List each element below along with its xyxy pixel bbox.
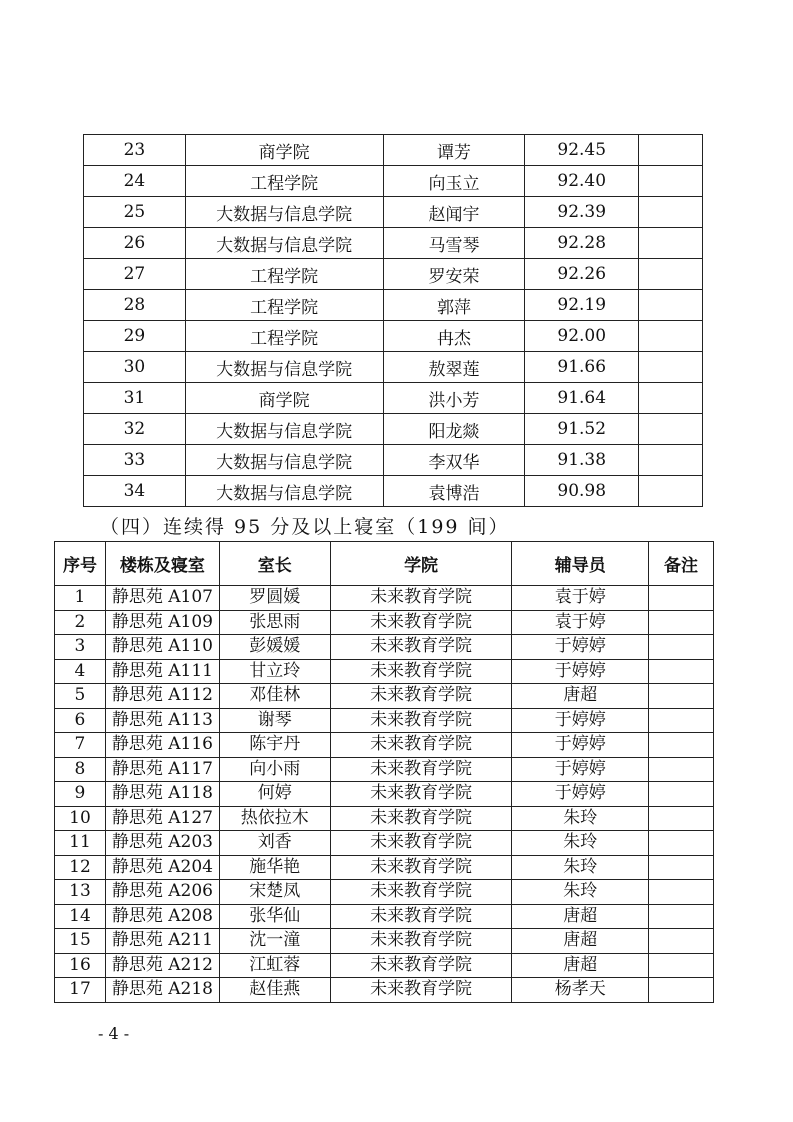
table-row	[84, 135, 703, 166]
table-cell	[639, 135, 703, 166]
table-cell: 未来教育学院	[330, 806, 512, 831]
table-cell: 9	[55, 782, 106, 807]
table-row	[84, 228, 703, 259]
table-cell: 商学院	[185, 135, 383, 166]
table-cell: 大数据与信息学院	[185, 228, 383, 259]
table-cell: 工程学院	[185, 259, 383, 290]
table-cell: 12	[55, 855, 106, 880]
table-cell: 32	[84, 414, 186, 445]
table-row	[55, 904, 714, 929]
table-cell: 马雪琴	[383, 228, 525, 259]
table-cell: 热依拉木	[219, 806, 330, 831]
table-cell: 29	[84, 321, 186, 352]
table-cell: 袁博浩	[383, 476, 525, 507]
table-cell: 赵闻宇	[383, 197, 525, 228]
table-cell: 唐超	[512, 953, 649, 978]
table-cell	[639, 414, 703, 445]
table-cell: 静思苑 A109	[105, 610, 219, 635]
table-row	[55, 586, 714, 611]
table-cell	[649, 659, 714, 684]
table-row	[55, 953, 714, 978]
header-college: 学院	[330, 542, 512, 586]
table-cell	[649, 782, 714, 807]
table-cell: 于婷婷	[512, 782, 649, 807]
table-cell: 未来教育学院	[330, 880, 512, 905]
table-cell: 15	[55, 929, 106, 954]
table-cell: 大数据与信息学院	[185, 414, 383, 445]
table-row	[84, 166, 703, 197]
table-cell	[649, 855, 714, 880]
table-cell	[649, 880, 714, 905]
header-room-leader: 室长	[219, 542, 330, 586]
table-row	[84, 383, 703, 414]
table-row	[84, 321, 703, 352]
table-cell: 27	[84, 259, 186, 290]
table-cell: 何婷	[219, 782, 330, 807]
table-cell	[639, 321, 703, 352]
table-row	[55, 659, 714, 684]
table-cell: 于婷婷	[512, 659, 649, 684]
table-cell: 16	[55, 953, 106, 978]
table-cell: 未来教育学院	[330, 904, 512, 929]
table-cell: 未来教育学院	[330, 929, 512, 954]
table-cell: 33	[84, 445, 186, 476]
table-cell: 92.00	[525, 321, 639, 352]
table-cell: 24	[84, 166, 186, 197]
table-cell: 朱玲	[512, 831, 649, 856]
table-cell: 未来教育学院	[330, 978, 512, 1003]
table-row	[55, 978, 714, 1003]
table-cell	[649, 684, 714, 709]
table-cell	[639, 352, 703, 383]
table-cell: 谢琴	[219, 708, 330, 733]
table-cell	[639, 290, 703, 321]
table-cell: 大数据与信息学院	[185, 197, 383, 228]
table-cell	[639, 228, 703, 259]
table-cell: 郭萍	[383, 290, 525, 321]
table-cell: 4	[55, 659, 106, 684]
table-cell: 静思苑 A218	[105, 978, 219, 1003]
table-cell: 袁于婷	[512, 610, 649, 635]
table-cell: 未来教育学院	[330, 684, 512, 709]
table-cell: 11	[55, 831, 106, 856]
table-cell: 92.40	[525, 166, 639, 197]
table-cell: 静思苑 A107	[105, 586, 219, 611]
table-cell	[649, 904, 714, 929]
table-cell: 2	[55, 610, 106, 635]
table-header-row	[55, 542, 714, 586]
table-cell: 未来教育学院	[330, 610, 512, 635]
table-cell: 于婷婷	[512, 733, 649, 758]
table-cell: 7	[55, 733, 106, 758]
table-row	[84, 476, 703, 507]
table-cell	[649, 635, 714, 660]
table-row	[84, 197, 703, 228]
table-cell: 未来教育学院	[330, 586, 512, 611]
table-cell: 向玉立	[383, 166, 525, 197]
table-cell: 静思苑 A212	[105, 953, 219, 978]
table-cell	[649, 708, 714, 733]
score-table-continued	[83, 134, 703, 507]
table-cell	[649, 953, 714, 978]
table-cell: 张思雨	[219, 610, 330, 635]
table-cell: 宋楚凤	[219, 880, 330, 905]
table-cell: 静思苑 A117	[105, 757, 219, 782]
table-cell	[639, 383, 703, 414]
table-cell: 17	[55, 978, 106, 1003]
table-row	[84, 290, 703, 321]
table-cell: 江虹蓉	[219, 953, 330, 978]
table-cell: 静思苑 A127	[105, 806, 219, 831]
table-cell	[639, 476, 703, 507]
table-cell: 34	[84, 476, 186, 507]
header-building-room: 楼栋及寝室	[105, 542, 219, 586]
table-cell: 静思苑 A118	[105, 782, 219, 807]
table-cell: 袁于婷	[512, 586, 649, 611]
table-cell	[649, 978, 714, 1003]
table-cell: 静思苑 A206	[105, 880, 219, 905]
table-cell	[649, 610, 714, 635]
table-row	[84, 445, 703, 476]
table-cell: 大数据与信息学院	[185, 476, 383, 507]
page-number: - 4 -	[98, 1024, 130, 1043]
table-cell: 冉杰	[383, 321, 525, 352]
table-cell: 洪小芳	[383, 383, 525, 414]
table-cell: 6	[55, 708, 106, 733]
table-cell: 31	[84, 383, 186, 414]
table-cell: 3	[55, 635, 106, 660]
table-cell	[649, 757, 714, 782]
table-cell: 唐超	[512, 904, 649, 929]
table-cell: 赵佳燕	[219, 978, 330, 1003]
table-cell: 阳龙燚	[383, 414, 525, 445]
table-cell: 92.26	[525, 259, 639, 290]
table-cell: 静思苑 A208	[105, 904, 219, 929]
table-cell	[649, 586, 714, 611]
table-cell: 未来教育学院	[330, 733, 512, 758]
table-cell: 91.66	[525, 352, 639, 383]
table-cell: 91.38	[525, 445, 639, 476]
table-cell: 静思苑 A112	[105, 684, 219, 709]
table-row	[55, 635, 714, 660]
table-cell: 张华仙	[219, 904, 330, 929]
table-cell: 陈宇丹	[219, 733, 330, 758]
table-cell: 静思苑 A110	[105, 635, 219, 660]
table-cell: 92.28	[525, 228, 639, 259]
table-cell	[639, 445, 703, 476]
table-cell: 91.52	[525, 414, 639, 445]
table-cell: 91.64	[525, 383, 639, 414]
table-cell: 大数据与信息学院	[185, 445, 383, 476]
table-cell: 工程学院	[185, 290, 383, 321]
table-cell: 30	[84, 352, 186, 383]
table-cell: 工程学院	[185, 321, 383, 352]
table-cell: 于婷婷	[512, 635, 649, 660]
table-cell: 工程学院	[185, 166, 383, 197]
table-cell: 刘香	[219, 831, 330, 856]
table-cell	[649, 831, 714, 856]
table-cell: 28	[84, 290, 186, 321]
table-cell: 92.45	[525, 135, 639, 166]
table-cell: 13	[55, 880, 106, 905]
table-cell: 沈一潼	[219, 929, 330, 954]
table-cell: 李双华	[383, 445, 525, 476]
table-cell: 92.19	[525, 290, 639, 321]
table-row	[55, 708, 714, 733]
table-row	[55, 757, 714, 782]
table-cell: 大数据与信息学院	[185, 352, 383, 383]
header-remarks: 备注	[649, 542, 714, 586]
table-cell: 于婷婷	[512, 708, 649, 733]
table-cell	[649, 806, 714, 831]
table-cell: 8	[55, 757, 106, 782]
table-cell: 25	[84, 197, 186, 228]
table-row	[84, 352, 703, 383]
table-cell: 1	[55, 586, 106, 611]
table-row	[55, 880, 714, 905]
table-cell: 未来教育学院	[330, 635, 512, 660]
table-cell: 施华艳	[219, 855, 330, 880]
table-cell: 未来教育学院	[330, 831, 512, 856]
table-cell: 杨孝天	[512, 978, 649, 1003]
table-cell: 10	[55, 806, 106, 831]
table-row	[55, 855, 714, 880]
table-cell: 朱玲	[512, 806, 649, 831]
table-row	[84, 259, 703, 290]
table-cell: 彭媛媛	[219, 635, 330, 660]
table-cell: 未来教育学院	[330, 708, 512, 733]
table-cell: 唐超	[512, 684, 649, 709]
table-cell: 92.39	[525, 197, 639, 228]
table-cell: 未来教育学院	[330, 782, 512, 807]
table-cell: 静思苑 A116	[105, 733, 219, 758]
table-row	[55, 733, 714, 758]
table-cell: 未来教育学院	[330, 757, 512, 782]
table-cell: 未来教育学院	[330, 953, 512, 978]
table-cell: 26	[84, 228, 186, 259]
table-cell: 14	[55, 904, 106, 929]
header-index: 序号	[55, 542, 106, 586]
table-cell: 90.98	[525, 476, 639, 507]
table-cell: 唐超	[512, 929, 649, 954]
dormitory-table	[54, 541, 714, 1003]
header-counselor: 辅导员	[512, 542, 649, 586]
table-cell: 静思苑 A204	[105, 855, 219, 880]
table-cell	[649, 929, 714, 954]
table-cell	[649, 733, 714, 758]
table-cell	[639, 166, 703, 197]
table-row	[55, 806, 714, 831]
table-cell: 罗安荣	[383, 259, 525, 290]
table-cell: 静思苑 A113	[105, 708, 219, 733]
table-cell: 5	[55, 684, 106, 709]
table-row	[84, 414, 703, 445]
table-cell: 商学院	[185, 383, 383, 414]
table-cell: 甘立玲	[219, 659, 330, 684]
table-cell: 向小雨	[219, 757, 330, 782]
table-cell: 谭芳	[383, 135, 525, 166]
table-cell: 未来教育学院	[330, 659, 512, 684]
table-cell: 罗圆媛	[219, 586, 330, 611]
table-cell: 23	[84, 135, 186, 166]
table-row	[55, 929, 714, 954]
table-cell: 于婷婷	[512, 757, 649, 782]
section-heading: （四）连续得 95 分及以上寝室（199 间）	[100, 516, 510, 538]
table-row	[55, 782, 714, 807]
table-cell: 朱玲	[512, 880, 649, 905]
table-cell: 静思苑 A211	[105, 929, 219, 954]
table-row	[55, 831, 714, 856]
table-cell	[639, 197, 703, 228]
table-cell: 朱玲	[512, 855, 649, 880]
table-cell	[639, 259, 703, 290]
table-cell: 敖翠莲	[383, 352, 525, 383]
table-cell: 未来教育学院	[330, 855, 512, 880]
table-row	[55, 610, 714, 635]
table-cell: 静思苑 A203	[105, 831, 219, 856]
table-cell: 邓佳林	[219, 684, 330, 709]
table-row	[55, 684, 714, 709]
table-cell: 静思苑 A111	[105, 659, 219, 684]
